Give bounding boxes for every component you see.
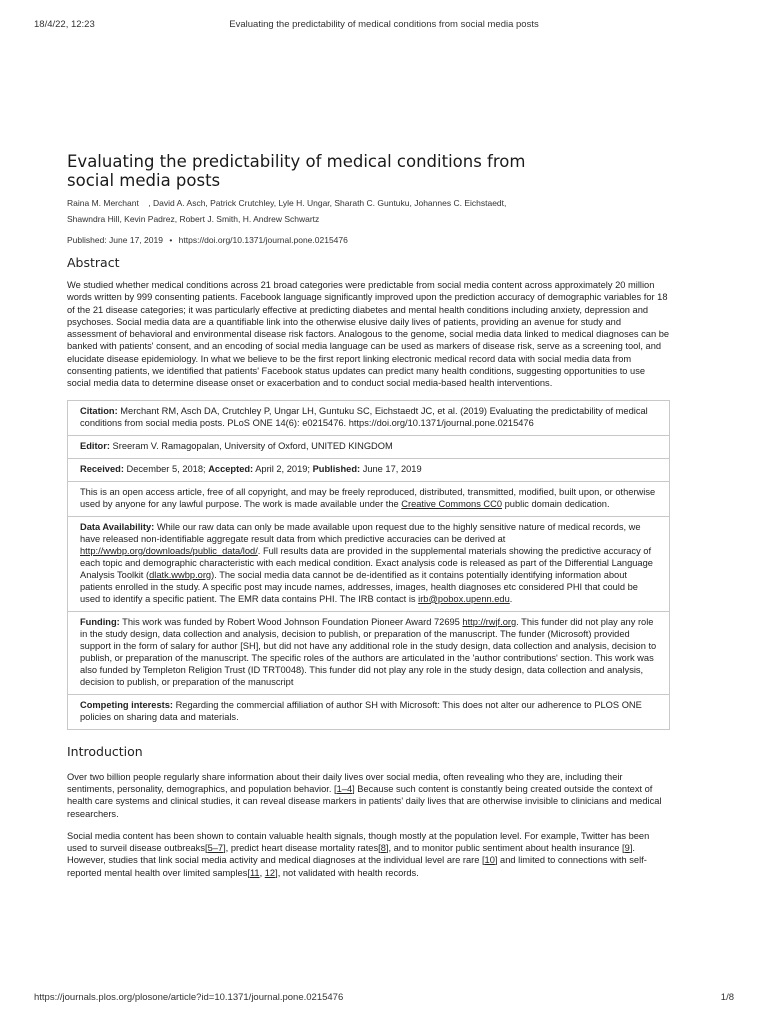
separator-bullet: • (169, 235, 173, 245)
intro-p1-text-b: ] Because such content is constantly being created outside the context of health care systems and clinical studies, it can reveal disease markers in patients' daily lives that are otherwise invisible to clinicians and medical researchers. (67, 783, 662, 819)
cc0-license-link[interactable]: Creative Commons CC0 (401, 498, 503, 509)
ref-link-10[interactable]: 10 (484, 855, 495, 866)
data-availability-text-3: ). The social media data cannot be de-identified as it contains potentially identifying information about patients enrolled in the study. A specific post may incude names, addresses, images, health diagnoses etc considered PHI that could be used to identify a specific patient. The EMR data contains PHI. The IRB contact is (80, 569, 638, 604)
funding-text-1: This work was funded by Robert Wood Johnson Foundation Pioneer Award 72695 (119, 616, 463, 627)
ref-link-12[interactable]: 12 (264, 867, 276, 878)
ref-link-5-7[interactable]: 5–7 (207, 843, 224, 854)
print-page-title: Evaluating the predictability of medical conditions from social media posts (229, 19, 539, 30)
print-page-url: https://journals.plos.org/plosone/article?id=10.1371/journal.pone.0215476 (34, 992, 344, 1003)
intro-p2-text-a: Social media content has been shown to contain valuable health signals, though mostly at the population level. For example, Twitter has been used to surveil disease outbreaks[ (67, 830, 650, 854)
intro-p2-text-e: ] and limited to connections with self-reported mental health over limited samples[ (67, 855, 647, 878)
published-label: Published: (312, 463, 361, 474)
data-availability-label: Data Availability: (80, 521, 155, 532)
competing-interests-row (68, 694, 669, 729)
intro-p2-text-c: ], and to monitor public sentiment about health insurance [ (385, 843, 625, 854)
editor-row (68, 435, 669, 458)
authors-line-1: Raina M. Merchant , David A. Asch, Patrick Crutchley, Lyle H. Ungar, Sharath C. Guntuku, Johannes C. Eichstaedt, (67, 198, 507, 208)
author-list (67, 195, 527, 227)
data-availability-text-2: . Full results data are provided in the supplemental materials showing the predictive accuracy of each topic and demographic characteristic with each medical condition. Exact analysis code is released as part of the Differential Language Analysis Toolkit ( (80, 545, 653, 580)
article-title: Evaluating the predictability of medical conditions from social media posts (67, 152, 526, 190)
citation-text: Merchant RM, Asch DA, Crutchley P, Ungar LH, Guntuku SC, Eichstaedt JC, et al. (2019) Evaluating the predictability of medical conditions from social media posts. PLoS ONE 14(6): e0215476. https://doi.org/10.1371/journal.pone.0215476 (80, 405, 648, 428)
copyright-row (68, 481, 669, 516)
funding-row (68, 611, 669, 694)
citation-row (68, 401, 669, 435)
intro-p2-text-f: , (259, 867, 265, 878)
authors-line-2: Shawndra Hill, Kevin Padrez, Robert J. Smith, H. Andrew Schwartz (67, 214, 320, 224)
data-availability-row (68, 516, 669, 611)
copyright-end: public domain dedication. (502, 498, 610, 509)
wwbp-data-link[interactable]: http://wwbp.org/downloads/public_data/lod/ (80, 545, 258, 556)
article-metadata-box (67, 400, 670, 730)
ref-link-1-4[interactable]: 1–4 (336, 783, 353, 794)
dates-row (68, 458, 669, 481)
ref-link-11[interactable]: 11 (249, 867, 260, 878)
intro-p2-text-b: ], predict heart disease mortality rates[ (223, 843, 381, 854)
funding-text-2: . This funder did not play any role in the study design, data collection and analysis, decision to publish, or preparation of the manuscript. The funder (Microsoft) provided support in the form of salary for author [SH], but did not have any additional role in the study design, data collection and analysis, decision to publish, or preparation of the manuscript. The specific roles of the authors are articulated in the 'author contributions' section. This work was also funded by Templeton Religion Trust (ID TRT0048). This funder did not play any role in the study design, data collection and analysis, decision to publish, or preparation of the manuscript (80, 616, 657, 687)
dlatk-link[interactable]: dlatk.wwbp.org (149, 569, 212, 580)
funding-label: Funding: (80, 616, 120, 627)
editor-label: Editor: (80, 440, 110, 451)
received-date: December 5, 2018; (123, 463, 209, 474)
competing-interests-label: Competing interests: (80, 699, 173, 710)
intro-paragraph-2 (67, 830, 670, 879)
ref-link-8[interactable]: 8 (380, 843, 386, 854)
accepted-label: Accepted: (208, 463, 254, 474)
intro-p1-text-a: Over two billion people regularly share information about their daily lives over social media, often revealing who they are, including their sentiments, personality, demographics, and population behavior. [ (67, 771, 623, 794)
accepted-date: April 2, 2019; (253, 463, 313, 474)
abstract-heading: Abstract (67, 255, 120, 270)
publication-info (67, 235, 670, 245)
print-page-number: 1/8 (720, 992, 734, 1003)
citation-label: Citation: (80, 405, 118, 416)
received-label: Received: (80, 463, 124, 474)
competing-interests-text: Regarding the commercial affiliation of author SH with Microsoft: This does not alter our adherence to PLOS ONE policies on sharing data and materials. (80, 699, 642, 722)
abstract-text: We studied whether medical conditions across 21 broad categories were predictable from social media content across approximately 20 million words written by 999 consenting patients. Facebook language significantly improved upon the prediction accuracy of demographic variables for 18 of the 21 disease categories; it was particularly effective at predicting diabetes and mental health conditions including anxiety, depression and psychoses. Social media data are a quantifiable link into the otherwise elusive daily lives of patients, providing an avenue for study and assessment of behavioral and environmental disease risk factors. Analogous to the genome, social media data linked to medical diagnoses can be banked with patients' consent, and an encoding of social media language can be used as markers of disease risk, serve as a screening tool, and elucidate disease epidemiology. In what we believe to be the first report linking electronic medical record data with social media data from consenting patients, we identified that patients' Facebook status updates can predict many health conditions, suggesting opportunities to use social media data to determine disease onset or exacerbation and to conduct social media-based health interventions. (67, 280, 670, 389)
editor-text: Sreeram V. Ramagopalan, University of Oxford, UNITED KINGDOM (109, 440, 393, 451)
data-availability-text-4: . (509, 593, 513, 604)
intro-p2-text-g: ], not validated with health records. (275, 867, 419, 878)
rwjf-link[interactable]: http://rwjf.org (462, 616, 517, 627)
introduction-heading: Introduction (67, 743, 143, 759)
published-date-meta: June 17, 2019 (360, 463, 422, 474)
irb-email-link[interactable]: irb@pobox.upenn.edu (418, 593, 510, 604)
article-content (67, 152, 670, 879)
data-availability-text-1: While our raw data can only be made available upon request due to the highly sensitive nature of medical records, we have released non-identifiable aggregate result data from which predictive accuracies can be derived at (80, 521, 641, 544)
print-datetime: 18/4/22, 12:23 (34, 19, 95, 30)
copyright-text: This is an open access article, free of all copyright, and may be freely reproduced, distributed, transmitted, modified, built upon, or otherwise used by anyone for any lawful purpose. The work is made available under the (80, 486, 656, 509)
published-date: Published: June 17, 2019 (67, 235, 163, 245)
ref-link-9[interactable]: 9 (624, 843, 630, 854)
intro-paragraph-1 (67, 771, 670, 820)
intro-p2-text-d: ]. However, studies that link social media activity and medical diagnoses at the individual level are rare [ (67, 843, 635, 866)
doi-link[interactable]: https://doi.org/10.1371/journal.pone.0215476 (178, 235, 348, 245)
